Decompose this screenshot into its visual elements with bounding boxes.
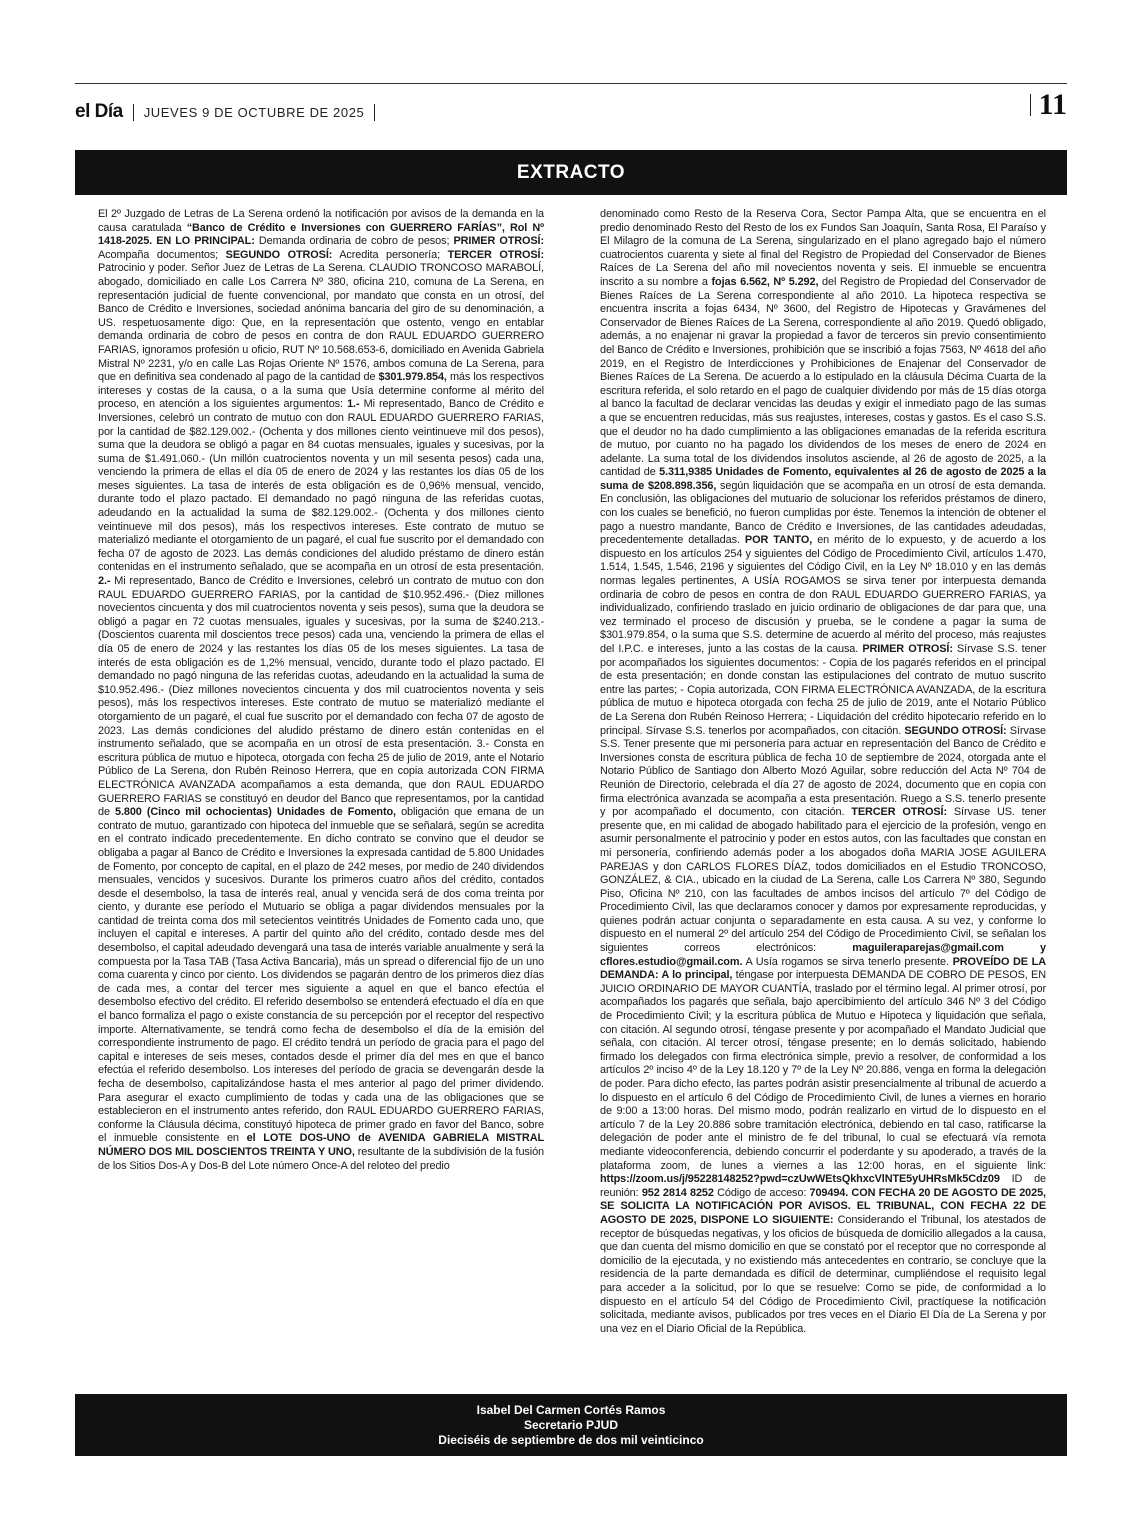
- text-run: del Registro de Propiedad del Conservador de Bienes Raíces de La Serena correspondiente al año 2010. La hipoteca respectiva se encuentra inscrita a fojas 6434, Nº 3600, del Registro de Hipotecas y Gravámenes del Conservador de Bienes Raíces de La Serena, correspondiente al año 2019. Quedó obligado, además, a no enajenar ni gravar la propiedad a favor de terceros sin previo consentimiento del Banco de Crédito e Inversiones, prohibición que se inscribió a fojas 7563, Nº 4618 del año 2019, en el Registro de Interdicciones y Prohibiciones de Enajenar del Conservador de Bienes Raíces de La Serena. De acuerdo a lo estipulado en la cláusula Décima Cuarta de la escritura referida, el solo retardo en el pago de cualquier dividendo por más de 15 días otorga al banco la facultad de declarar vencidas las deudas y exigir el inmediato pago de las sumas a que se encuentren reducidas, más sus reajustes, intereses, costas y gastos. Es el caso S.S. que el deudor no ha dado cumplimiento a las obligaciones emanadas de la referida escritura de mutuo, por cuanto no ha pagado los dividendos de los meses de enero de 2024 en adelante. La suma total de los dividendos insolutos asciende, al 26 de agosto de 2025, a la cantidad de: [600, 275, 1046, 479]
- text-run: El 2º Juzgado de Letras de La Serena ordenó la notificación por avisos de la demanda en la causa caratulada: [98, 208, 544, 234]
- bold-run: maguileraparejas@gmail.com y cflores.estudio@gmail.com.: [600, 942, 1046, 968]
- bold-run: SEGUNDO OTROSÍ:: [904, 724, 1007, 737]
- text-run: Acredita personería;: [332, 248, 448, 261]
- bold-run: https://zoom.us/j/95228148252?pwd=czUwWEtsQkhxcVlNTE5yUHRsMk5Cdz09: [600, 1173, 1000, 1186]
- section-banner: [75, 150, 1067, 195]
- bold-run: 2.-: [98, 575, 111, 588]
- text-run: Sírvase S.S. Tener presente que mi personería para actuar en representación del Banco de Crédito e Inversiones consta de escritura pública de fecha 10 de septiembre de 2024, otorgada ante el Notario Público de Santiago don Alberto Mozó Aguilar, sobre reducción del Acta Nº 704 de Reunión de Directorio, celebrada el día 27 de agosto de 2024, documento que en copia con firma electrónica avanzada se acompaña a esta presentación. Ruego a S.S. tenerlo presente y por acompañado el documento, con citación.: [600, 724, 1046, 819]
- text-run: Considerando el Tribunal, los atestados de receptor de búsquedas negativas, y los oficios de búsqueda de domicilio allegados a la causa, que dan cuenta del mismo domicilio en que se constató por el receptor que no corresponde al domicilio de la ejecutada, y no existiendo más antecedentes en contrario, se concluye que la residencia de la parte demandada es difícil de determinar, cumpliéndose el requisito legal para acceder a la solicitud, por lo que se resuelve: Como se pide, de conformidad a lo dispuesto en el artículo 54 del Código de Procedimiento Civil, practíquese la notificación solicitada, mediante avisos, publicados por tres veces en el Diario El Día de La Serena y por una vez en el Diario Oficial de la República.: [600, 1213, 1046, 1335]
- article-body: [98, 208, 1046, 1384]
- bold-run: POR TANTO,: [744, 534, 813, 547]
- bold-run: SEGUNDO OTROSÍ:: [225, 248, 333, 261]
- bold-run: el LOTE DOS-UNO de AVENIDA GABRIELA MISTRAL NÚMERO DOS MIL DOSCIENTOS TREINTA Y UNO,: [98, 1132, 544, 1158]
- bold-run: “Banco de Crédito e Inversiones con GUERRERO FARÍAS”, Rol Nº 1418-2025. EN LO PRINCIPAL:: [98, 221, 544, 248]
- text-run: Mi representado, Banco de Crédito e Inversiones, celebró un contrato de mutuo con don RAUL EDUARDO GUERRERO FARIAS, por la cantidad de $82.129.002.- (Ochenta y dos millones ciento veintinueve mil dos pesos), suma que la deudora se obligó a pagar en 84 cuotas mensuales, iguales y sucesivas, por la suma de $1.491.060.- (Un millón cuatrocientos noventa y un mil sesenta pesos) cada una, venciendo la primera de ellas el día 05 de enero de 2024 y las restantes los días 05 de los meses siguientes. La tasa de interés de esta obligación es de 0,96% mensual, vencido, durante todo el plazo pactado. El demandado no pagó ninguna de las referidas cuotas, adeudando en la actualidad la suma de $82.129.002.- (Ochenta y dos millones ciento veintinueve mil dos pesos), más los respectivos intereses. Este contrato de mutuo se materializó mediante el otorgamiento de un pagaré, el cual fue suscrito por el demandado con fecha 07 de agosto de 2023. Las demás condiciones del aludido préstamo de dinero están contenidas en el instrumento señalado, que se acompaña en un otrosí de esta presentación.: [98, 398, 544, 574]
- section-title: EXTRACTO: [516, 161, 626, 183]
- bold-run: 952 2814 8252: [641, 1186, 714, 1199]
- bold-run: TERCER OTROSÍ:: [447, 248, 544, 261]
- bold-run: fojas 6.562, Nº 5.292,: [711, 275, 819, 288]
- signature-block: [75, 1394, 1067, 1456]
- bold-run: 5.311,9385 Unidades de Fomento, equivalentes al 26 de agosto de 2025 a la suma de $208.898.356,: [600, 466, 1046, 492]
- text-run: en mérito de lo expuesto, y de acuerdo a los dispuesto en los artículos 254 y siguientes del Código de Procedimiento Civil, artículos 1.470, 1.514, 1.545, 1.546, 2196 y siguientes del Código Civil, en la Ley Nº 18.010 y en las demás normas legales pertinentes, A USÍA ROGAMOS se sirva tener por interpuesta demanda ordinaria de cobro de pesos en contra de don RAUL EDUARDO GUERRERO FARIAS, ya individualizado, confiriendo traslado en juicio ordinario de obligaciones de dar para que, una vez terminado el proceso de discusión y prueba, se le condene a pagar la suma de $301.979.854, o la suma que S.S. determine de acuerdo al mérito del proceso, más reajustes del I.P.C. e intereses, junto a las costas de la causa.: [600, 534, 1046, 655]
- column-left-text: [98, 208, 544, 1173]
- page-number-block: [1030, 90, 1067, 120]
- separator: [1030, 94, 1031, 116]
- bold-run: PRIMER OTROSÍ:: [862, 643, 953, 655]
- signatory-role: Secretario PJUD: [523, 1417, 619, 1432]
- text-run: denominado como Resto de la Reserva Cora, Sector Pampa Alta, que se encuentra en el predio denominado Resto del Resto de los ex Fundos San Joaquín, Santa Rosa, El Paraíso y El Milagro de la comuna de La Serena, singularizado en el plano agregado bajo el número cuatrocientos cuarenta y siete al final del Registro de Propiedad del Conservador de Bienes Raíces de La Serena del año mil novecientos noventa y seis. El inmueble se encuentra inscrito a su nombre a: [600, 208, 1046, 288]
- text-run: más los respectivos intereses y costas de la causa, o a la suma que Usía determine conforme al mérito del proceso, en atención a los siguientes argumentos:: [98, 371, 544, 411]
- column-left: [98, 208, 544, 1384]
- bold-run: TERCER OTROSÍ:: [851, 806, 947, 819]
- bold-run: PROVEÍDO DE LA DEMANDA: A lo principal,: [600, 955, 1046, 982]
- issue-date: JUEVES 9 DE OCTUBRE DE 2025: [143, 104, 365, 120]
- bold-run: 5.800 (Cinco mil ochocientas) Unidades de Fomento,: [115, 806, 396, 819]
- text-run: ID de reunión:: [600, 1173, 1046, 1199]
- page-number: 11: [1038, 88, 1067, 121]
- bold-run: $301.979.854,: [378, 371, 447, 384]
- column-right: [600, 208, 1046, 1384]
- column-right-text: [600, 208, 1046, 1336]
- text-run: resultante de la subdivisión de la fusión de los Sitios Dos-A y Dos-B del Lote número Once-A del reloteo del predio: [98, 1145, 544, 1172]
- text-run: Patrocinio y poder. Señor Juez de Letras de La Serena. CLAUDIO TRONCOSO MARABOLÍ, abogado, domiciliado en calle Los Carrera Nº 380, oficina 210, comuna de La Serena, en representación judicial de fuente convencional, por mandato que consta en un otrosí, del Banco de Crédito e Inversiones, sociedad anónima bancaria del giro de su denominación, a US. respetuosamente digo: Que, en la representación que ostento, vengo en entablar demanda ordinaria de cobro de pesos en contra de don RAUL EDUARDO GUERRERO FARIAS, ignoramos profesión u oficio, RUT Nº 10.568.653-6, domiciliado en Avenida Gabriela Mistral Nº 2231, y/o en calle Las Rojas Oriente Nº 1576, ambos comuna de La Serena, para que en definitiva sea condenado al pago de la cantidad de: [98, 262, 544, 384]
- top-rule: [75, 83, 1067, 84]
- text-run: téngase por interpuesta DEMANDA DE COBRO DE PESOS, EN JUICIO ORDINARIO DE MAYOR CUANTÍA, traslado por el término legal. Al primer otrosí, por acompañados los pagarés que señala, bajo apercibimiento del artículo 346 Nº 3 del Código de Procedimiento Civil; y la escritura pública de Mutuo e Hipoteca y liquidación que señala, con citación. Al segundo otrosí, téngase presente y por acompañado el Mandato Judicial que señala, con citación. Al tercer otrosí, téngase presente; en lo demás solicitado, habiendo firmado los delegados con firma electrónica simple, previo a resolver, de conformidad a los artículos 2º inciso 4º de la Ley 18.120 y 7º de la Ley Nº 20.886, venga en forma la delegación de poder. Para dicho efecto, las partes podrán asistir presencialmente al tribunal de acuerdo a lo dispuesto en el artículo 6 del Código de Procedimiento Civil, de lunes a viernes en horario de 9:00 a 13:00 horas. Del mismo modo, podrán realizarlo en virtud de lo dispuesto en el artículo 7 de la Ley 20.886 sobre tramitación electrónica, debiendo en tal caso, ratificarse la delegación de poder ante el ministro de fe del tribunal, lo cual se efectuará vía remota mediante videoconferencia, debiendo concurrir el poderdante y su apoderado, a través de la plataforma zoom, de lunes a viernes a las 12:00 horas, en el siguiente link:: [600, 969, 1046, 1172]
- separator: [374, 104, 375, 121]
- text-run: según liquidación que se acompaña en un otrosí de esta demanda. En conclusión, las obligaciones del mutuario de solucionar los referidos préstamos de dinero, con los cuales se benefició, no fueron cumplidas por éste. Tenemos la intención de obtener el pago a nuestro mandante, Banco de Crédito e Inversiones, de las cantidades adeudadas, precedentemente detalladas.: [600, 479, 1046, 547]
- text-run: Código de acceso:: [713, 1186, 810, 1199]
- text-run: Sírvase S.S. tener por acompañados los siguientes documentos: - Copia de los pagarés referidos en el principal de esta presentación; en donde constan las estipulaciones del contrato de mutuo suscrito entre las partes; - Copia autorizada, CON FIRMA ELECTRÓNICA AVANZADA, de la escritura pública de mutuo e hipoteca otorgada con fecha 25 de julio de 2019, ante el Notario Público de La Serena don Rubén Reinoso Herrera; - Liquidación del crédito hipotecario referido en lo principal. Sírvase S.S. tenerlos por acompañados, con citación.: [600, 643, 1046, 737]
- signature-date: Dieciséis de septiembre de dos mil veinticinco: [438, 1432, 704, 1447]
- text-run: A Usía rogamos se sirva tenerlo presente.: [742, 955, 953, 968]
- bold-run: PRIMER OTROSÍ:: [453, 235, 544, 248]
- masthead: [75, 97, 385, 127]
- text-run: Mi representado, Banco de Crédito e Inversiones, celebró un contrato de mutuo con don RAUL EDUARDO GUERRERO FARIAS, por la cantidad de $10.952.496.- (Diez millones novecientos cincuenta y dos mil cuatrocientos noventa y seis pesos), suma que la deudora se obligó a pagar en 72 cuotas mensuales, iguales y sucesivas, por la suma de $240.213.- (Doscientos cuarenta mil doscientos trece pesos) cada una, venciendo la primera de ellas el día 05 de enero de 2024 y las restantes los días 05 de los meses siguientes. La tasa de interés de esta obligación es de 1,2% mensual, vencido, durante todo el plazo pactado. El demandado no pagó ninguna de las referidas cuotas, adeudando en la actualidad la suma de $10.952.496.- (Diez millones novecientos cincuenta y dos mil cuatrocientos noventa y seis pesos), más los respectivos intereses. Este contrato de mutuo se materializó mediante el otorgamiento de un pagaré, el cual fue suscrito por el demandado con fecha 07 de agosto de 2023. Las demás condiciones del aludido préstamo de dinero están contenidas en el instrumento señalado, que se acompaña en un otrosí de esta presentación. 3.- Consta en escritura pública de mutuo e hipoteca, otorgada con fecha 25 de julio de 2019, ante el Notario Público de La Serena, don Rubén Reinoso Herrera, que en copia autorizada CON FIRMA ELECTRÓNICA AVANZADA acompañamos a esta demanda, que don RAUL EDUARDO GUERRERO FARIAS se constituyó en deudor del Banco que representamos, por la cantidad de: [98, 575, 544, 819]
- bold-run: 709494. CON FECHA 20 DE AGOSTO DE 2025, SE SOLICITA LA NOTIFICACIÓN POR AVISOS. EL TRIBUNAL, CON FECHA 22 DE AGOSTO DE 2025, DISPONE LO SIGUIENTE:: [600, 1186, 1046, 1226]
- signatory-name: Isabel Del Carmen Cortés Ramos: [476, 1402, 666, 1417]
- separator: [133, 104, 134, 121]
- bold-run: 1.-: [347, 398, 360, 411]
- text-run: Demanda ordinaria de cobro de pesos;: [254, 235, 454, 248]
- text-run: obligación que emana de un contrato de mutuo, garantizado con hipoteca del inmueble que se señalará, según se acredita en el contrato indicado precedentemente. En dicho contrato se convino que el deudor se obligaba a pagar al Banco de Crédito e Inversiones la expresada cantidad de 5.800 Unidades de Fomento, por concepto de capital, en el plazo de 242 meses, por medio de 240 dividendos mensuales, vencidos y sucesivos. Durante los primeros cuatro años del crédito, contados desde el desembolso, la tasa de interés real, anual y vencida será de dos coma treinta por ciento, y durante ese período el Mutuario se obliga a pagar dividendos mensuales por la cantidad de treinta coma dos mil setecientos veintitrés Unidades de Fomento cada uno, que incluyen el capital e intereses. A partir del quinto año del crédito, contado desde mes del desembolso, el capital adeudado devengará una tasa de interés variable anualmente y será la compuesta por la Tasa TAB (Tasa Activa Bancaria), más un spread o diferencial fijo de un uno coma cuarenta y cinco por ciento. Los dividendos se pagarán dentro de los primeros diez días de cada mes, a contar del tercer mes siguiente a aquel en que el banco efectúa el desembolso efectivo del crédito. El referido desembolso se entenderá efectuado el día en que el banco formaliza el pago o existe constancia de su percepción por el receptor del respectivo importe. Alternativamente, se tendrá como fecha de desembolso el día de la emisión del correspondiente instrumento de pago. El crédito tendrá un período de gracia para el pago del capital e intereses de seis meses, contados desde el primer día del mes en que el banco efectúa el referido desembolso. Los intereses del período de gracia se devengarán desde la fecha de desembolso, capitalizándose hasta el mes anterior al pago del primer dividendo. Para asegurar el exacto cumplimiento de todas y cada una de las obligaciones que se establecieron en el instrumento antes referido, don RAUL EDUARDO GUERRERO FARIAS, conforme la Cláusula décima, constituyó hipoteca de primer grado en favor del Banco, sobre el inmueble consistente en: [98, 806, 544, 1145]
- text-run: Sírvase US. tener presente que, en mi calidad de abogado habilitado para el ejercicio de la profesión, vengo en asumir personalmente el patrocinio y poder en estos autos, con las facultades que constan en mi personería, confiriendo además poder a los abogados doña MARIA JOSE AGUILERA PAREJAS y don CARLOS FLORES DÍAZ, todos domiciliados en el Estudio TRONCOSO, GONZÁLEZ, & CIA., ubicado en la ciudad de La Serena, calle Los Carrera Nº 380, Segundo Piso, Oficina Nº 210, con las facultades de ambos incisos del artículo 7º del Código de Procedimiento Civil, las que declaramos conocer y damos por expresamente reproducidas, y quienes podrán actuar conjunta o separadamente en esta causa. A su vez, y conforme lo dispuesto en el numeral 2º del artículo 254 del Código de Procedimiento Civil, se señalan los siguientes correos electrónicos:: [600, 806, 1046, 955]
- text-run: Acompaña documentos;: [98, 248, 226, 261]
- newspaper-logo: el Día: [75, 101, 123, 122]
